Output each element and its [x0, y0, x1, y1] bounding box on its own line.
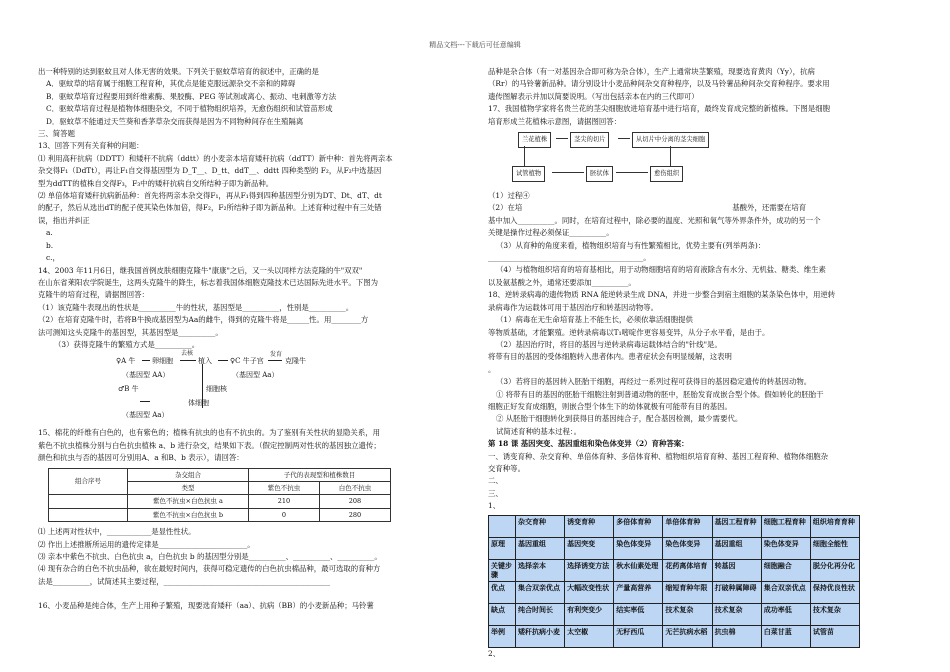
- table-header: 基因工程育种: [712, 515, 761, 537]
- q15-line: 颜色和抗虫与否的基因可分别用A、a 和B、b 表示），请回答：: [38, 453, 244, 463]
- table-cell: 有利突变少: [565, 603, 614, 625]
- diagram-body-cell: 体细胞: [188, 399, 209, 408]
- table-cell: 缺点: [489, 603, 516, 625]
- q17-sub: 关键是操作过程必须保证__________。: [488, 228, 614, 238]
- q16-cont: （Rr）的马铃薯新品种。请分别设计小麦品种间杂交育种程序，以及马铃薯品种间杂交育种程序。要求用: [488, 79, 830, 89]
- q14-sub: 法可测知这头克隆牛的基因型，其基因型是__________。: [38, 327, 223, 337]
- flow-box: 茎尖的切片: [570, 132, 609, 148]
- table-row: [49, 508, 391, 521]
- table-cell: 染色体变异: [614, 537, 663, 559]
- diagram-develop: 发育: [270, 351, 283, 359]
- diagram-a-cow: ♀A 牛: [116, 357, 136, 366]
- table-cell: 细胞融合: [761, 559, 810, 581]
- table-cell: 试管苗: [810, 625, 859, 647]
- page-header: 精品文档---下载后可任意编辑: [429, 41, 521, 49]
- q13-title: 13、回答下列有关育种的问题：: [38, 141, 144, 151]
- table-cell: 秋水仙素处理: [614, 559, 663, 581]
- right-column: [488, 66, 912, 660]
- q18-line: 试简述育种的基本过程：。: [496, 426, 581, 436]
- table-cell: 转基因: [712, 559, 761, 581]
- q18-line: ② 从胚胎干细胞转化到获得目的基因纯合子，配合基因检测，最少需要代。: [496, 414, 743, 424]
- table-cell: 技术复杂: [712, 603, 761, 625]
- table-row: [489, 603, 860, 625]
- table-cell: 紫色不抗虫×白色抗虫 b: [128, 508, 249, 521]
- table-row: [489, 515, 860, 537]
- q17-line: 17、我国植物学家将名贵兰花的茎尖细胞放进培育基中进行培育，最终发育成完整的新植株。下图是细胞: [488, 104, 830, 114]
- table-cell: 举例: [489, 625, 516, 647]
- flow-box: 愈伤组织: [650, 166, 683, 182]
- table-cell: 矮秆抗病小麦: [516, 625, 565, 647]
- q18-line: 等物质基础，才能繁殖。逆转录病毒以T₁嘧啶作更容易变异，从分子水平看，是由于。: [488, 327, 770, 337]
- q18-line: 。: [488, 364, 496, 374]
- table-header: 组织培育育种: [810, 515, 859, 537]
- q13-answer-c: c.，: [46, 253, 60, 263]
- table-cell: 208: [320, 495, 391, 508]
- diagram-nucleus-out: 去核: [181, 350, 194, 358]
- flow-arrow: [618, 138, 630, 139]
- table-cell: 大幅改变性状: [565, 581, 614, 603]
- diagram-a-genotype: （基因型 AA）: [122, 371, 170, 380]
- flow-box: 胚状体: [586, 166, 613, 182]
- table-header: [489, 515, 516, 537]
- q18-line: 录病毒作为运载体可用于基因治疗和转基因动物等。: [488, 302, 658, 312]
- answer-line: 2、: [488, 648, 501, 658]
- table-cell: 基因突变: [565, 537, 614, 559]
- table-cell: 无籽西瓜: [614, 625, 663, 647]
- table-row: [49, 495, 391, 508]
- diagram-egg: 卵细胞: [152, 357, 173, 366]
- q13-answer-a: a.: [46, 228, 53, 238]
- q17-sub: （1）过程④: [488, 191, 530, 201]
- answer-line: 一、诱变育种、杂交育种、单倍体育种、多倍体育种、植物组织培育育种、基因工程育种、植物体细胞杂: [488, 451, 828, 461]
- q13-line: ⑴ 利用高秆抗病（DDTT）和矮秆不抗病（ddtt）的小麦亲本培育矮秆抗病（ddTT）新中种：首先将两亲本: [38, 153, 393, 163]
- diagram-clone: 克隆牛: [285, 357, 306, 366]
- q15-sub: ⑷ 现有杂合的白色不抗虫品种，欲在最短时间内，获得可稳定遗传的白色抗虫棉品种，最可选取的育种方: [38, 564, 381, 574]
- q12-option-a: A．驱蚊草的培育属于细胞工程育种，其优点是能克服远源杂交不亲和的障碍: [46, 79, 296, 89]
- table-header: 杂交育种: [516, 515, 565, 537]
- table-header: 细胞工程育种: [761, 515, 810, 537]
- table-cell: 花药离体培育: [663, 559, 712, 581]
- answer-line: 三、: [488, 488, 503, 498]
- table-cell: 关键步骤: [489, 559, 516, 581]
- q12-intro: 出一种特别的达到驱蚊且对人体无害的效果。下列关于驱蚊草培育的叙述中，正确的是: [38, 67, 319, 76]
- table-cell: 染色体变异: [663, 537, 712, 559]
- q12-option-c: C．驱蚊草培育过程是植物体细胞杂交，不同于植物组织培养，无愈伤组织和试管苗形成: [46, 104, 333, 114]
- q16-cont: 品种是杂合体（有一对基因杂合即可称为杂合体），生产上通常块茎繁殖，现要选育黄肉（Yy），抗病: [488, 67, 815, 76]
- arrow: [268, 360, 282, 361]
- flow-arrow: [670, 146, 671, 166]
- table-cell: 集合双亲优点: [761, 581, 810, 603]
- answer-line: 交育种等。: [488, 463, 525, 473]
- table-cell: 原理: [489, 537, 516, 559]
- q13-line: 杂交得F₁（DdTt），再让F₁自交得基因型为 D_T__、D_tt、ddT__、ddtt 四种类型的 F₂，从F₂中选基因: [38, 166, 382, 176]
- table-cell: 染色体变异: [761, 537, 810, 559]
- q14-line: 在山东省莱阳农学院诞生，这两头克隆牛的降生，标志着我国体细胞克隆技术已达国际先进水平。下图为: [38, 277, 378, 287]
- breeding-comparison-table: [488, 515, 860, 648]
- table-cell: [49, 495, 128, 508]
- answer-title: 第 18 课 基因突变、基因重组和染色体变异（2）育种答案：: [488, 439, 689, 449]
- q18-line: （1）病毒在无生命培育基上不能生长，必须依靠活细胞提供: [496, 315, 693, 325]
- table-cell: 技术复杂: [810, 603, 859, 625]
- table-header: 类型: [128, 481, 249, 494]
- q12-option-b: B．驱蚊草培育过程要用到纤维素酶、果胶酶、PEG 等试剂或离心、振动、电刺激等方法: [46, 91, 337, 101]
- table-header: 多倍体育种: [614, 515, 663, 537]
- table-cell: 基因重组: [712, 537, 761, 559]
- flow-arrow: [616, 172, 648, 173]
- diagram-c-genotype: （基因型 Aa）: [232, 371, 279, 380]
- q17-sub: 基中加入__________。同时，在培育过程中，除必要的温度、光照和氧气等外界条件外，成功的另一个: [488, 215, 821, 225]
- q17-sub-right: 基酸外，还需要在培育: [732, 203, 807, 213]
- table-cell: 0: [249, 508, 320, 521]
- table-cell: 优点: [489, 581, 516, 603]
- q13-line: ⑵ 单倍体培育矮秆抗病新品种：首先将两亲本杂交得F₁，再从F₁得到四种基因型分别为DT、Dt、dT、dt: [38, 191, 382, 201]
- table-cell: 打破种属障碍: [712, 581, 761, 603]
- q17-sub-left: （2）在培: [488, 203, 523, 213]
- q14-sub: （1）该克隆牛表现出的性状是__________牛的性状，基因型是__________，性别是__________。: [38, 302, 354, 312]
- q12-option-d: D．驱蚊草不能通过天竺葵和香茅草杂交而获得是因为不同物种间存在生殖隔离: [46, 116, 304, 126]
- table-row: [489, 559, 860, 581]
- q13-line: 误，指出并纠正: [38, 215, 90, 225]
- q18-line: （2）基因治疗时，将目的基因与逆转录病毒运载体结合的"针线"是。: [496, 339, 722, 349]
- q15-line: 紫色不抗虫植株分别与白色抗虫植株 a、b 进行杂交，结果如下表。（假定控制两对性状的基因独立遗传；: [38, 440, 381, 450]
- q17-line: 培育形成兰花植株示意图，请据图回答：: [488, 116, 622, 126]
- q18-line: （3）若将目的基因转入胚胎干细胞，再经过一系列过程可获得目的基因稳定遗传的转基因动物。: [496, 377, 812, 387]
- answer-line: 二、: [488, 476, 503, 486]
- q17-sub: （4）与植物组织培育的培育基相比，用于动物细胞培育的培育液除含有水分、无机盐、糖类、维生素: [496, 265, 826, 275]
- q13-line: 的配子，然后从选出dT的配子使其染色体加倍，得F₂，F₂所结种子即为新品种。上述育种过程中有三处错: [38, 203, 382, 213]
- q18-line: 18、逆转录病毒的遗传物质 RNA 能逆转录生成 DNA，并进一步整合到宿主细胞的某条染色体中，用逆转: [488, 290, 836, 300]
- flow-box: 从切片中分离的茎尖细胞: [632, 132, 709, 148]
- diagram-c-uterus: ♀C 牛子宫: [230, 357, 264, 366]
- table-cell: 紫色不抗虫×白色抗虫 a: [128, 495, 249, 508]
- table-cell: 纯合时间长: [516, 603, 565, 625]
- flow-arrow: [524, 146, 525, 166]
- q17-sub: [488, 202, 912, 214]
- q14-sub: （3）获得克隆牛的繁殖方式是__________。: [54, 339, 200, 349]
- table-cell: 太空椒: [565, 625, 614, 647]
- left-column: [38, 66, 462, 613]
- table-cell: 280: [320, 508, 391, 521]
- q15-table: [48, 468, 391, 523]
- diagram-b-cow: ♂B 牛: [118, 385, 139, 394]
- q17-sub: （3）从育种的角度来看，植物组织培育与有性繁殖相比，优势主要有(列举两条)：: [496, 240, 766, 250]
- q15-sub: ⑵ 作出上述推断所运用的遗传定律是________________________。: [38, 539, 255, 549]
- q15-sub: 法是__________，试简述其主要过程，_____________________________________________: [38, 576, 330, 586]
- q15-sub: ⑴ 上述两对性状中，____________是显性性状。: [38, 527, 196, 537]
- table-row: [489, 625, 860, 647]
- q15-line: 15、棉花的纤维有白色的，也有紫色的；植株有抗虫的也有不抗虫的。为了鉴别有关性状的显隐关系，用: [38, 428, 380, 438]
- flow-box: 试管植物: [512, 166, 545, 182]
- table-cell: 保持优良性状: [810, 581, 859, 603]
- q13-line: 型为ddTT的植株自交得F₃，F₃中的矮秆抗病自交所结种子即为新品种。: [38, 178, 274, 188]
- table-cell: 脱分化再分化: [810, 559, 859, 581]
- table-cell: 结实率低: [614, 603, 663, 625]
- table-cell: 技术复杂: [663, 603, 712, 625]
- q13-answer-b: b.: [46, 240, 54, 250]
- table-cell: 基因重组: [516, 537, 565, 559]
- flow-arrow: [556, 138, 568, 139]
- arrow: [140, 401, 150, 402]
- q18-line: 细胞正好发育成细胞，则嵌合型个体生下的幼体就极有可能带有目的基因。: [488, 401, 732, 411]
- diagram-cell-nucleus: 细胞核: [206, 385, 227, 394]
- table-header: 诱变育种: [565, 515, 614, 537]
- table-row: [489, 581, 860, 603]
- table-cell: 集合双亲优点: [516, 581, 565, 603]
- clone-diagram: [38, 350, 462, 425]
- flow-arrow: [552, 172, 584, 173]
- table-header: 子代的表现型和植株数目: [249, 468, 391, 481]
- table-header: 白色不抗虫: [320, 481, 391, 494]
- diagram-b-genotype: （基因型 Aa）: [122, 411, 169, 420]
- orchid-flow-diagram: [488, 130, 912, 188]
- q16-line: 16、小麦品种是纯合体，生产上用种子繁殖，现要选育矮秆（aa）、抗病（BB）的小麦新品种；马铃薯: [38, 601, 374, 611]
- table-cell: 无芒抗病水稻: [663, 625, 712, 647]
- q17-sub: 以及氨基酸之外，通常还要添加__________。: [488, 277, 636, 287]
- arrow: [142, 360, 150, 361]
- q16-cont: 遗传图解表示并加以简要说明。（写出包括亲本在内的三代即可）: [488, 91, 699, 101]
- table-cell: 抗虫棉: [712, 625, 761, 647]
- table-cell: 选择诱变方法: [565, 559, 614, 581]
- q14-sub: （2）在培育克隆牛时，若将B牛换成基因型为Aa的雌牛，得到的克隆牛将是______性。用________方: [38, 315, 369, 325]
- q18-line: ① 将带有目的基因的胚胎干细胞注射到普通动物的胚中，胚胎发育成嵌合型个体。假如转化的胚胎干: [496, 389, 824, 399]
- q17-sub: __________________________________________。: [488, 253, 651, 263]
- q14-line: 克隆牛的培育过程，请据图回答：: [38, 290, 149, 300]
- q15-sub: ⑶ 亲本中紫色不抗虫、白色抗虫 a，白色抗虫 b 的基因型分别是__________、__________、__________。: [38, 552, 382, 561]
- table-cell: 产量高营养: [614, 581, 663, 603]
- arrow: [218, 360, 228, 361]
- table-header: 组合序号: [49, 468, 128, 495]
- table-cell: 210: [249, 495, 320, 508]
- table-cell: 白菜甘蓝: [761, 625, 810, 647]
- table-header: 单倍体育种: [663, 515, 712, 537]
- table-row: [489, 537, 860, 559]
- answer-line: 1、: [488, 501, 501, 511]
- diagram-implant: 植入: [198, 357, 212, 366]
- table-header: 杂交组合: [128, 468, 249, 481]
- table-cell: 缩短育种年限: [663, 581, 712, 603]
- table-cell: 选择亲本: [516, 559, 565, 581]
- table-cell: 成功率低: [761, 603, 810, 625]
- q14-line: 14、2003 年11月6日，继我国首例皮肤细胞克隆牛"康康"之后，又一头以同样方法克隆的牛"双双": [38, 265, 363, 275]
- table-cell: 细胞全能性: [810, 537, 859, 559]
- flow-box: 兰花植株: [518, 132, 551, 148]
- section-title: 三、简答题: [38, 129, 75, 139]
- table-header: 紫色不抗虫: [249, 481, 320, 494]
- table-cell: [49, 508, 128, 521]
- q18-line: 将带有目的基因的受体细胞转入患者体内。患者症状会有明显缓解，这表明: [488, 352, 732, 362]
